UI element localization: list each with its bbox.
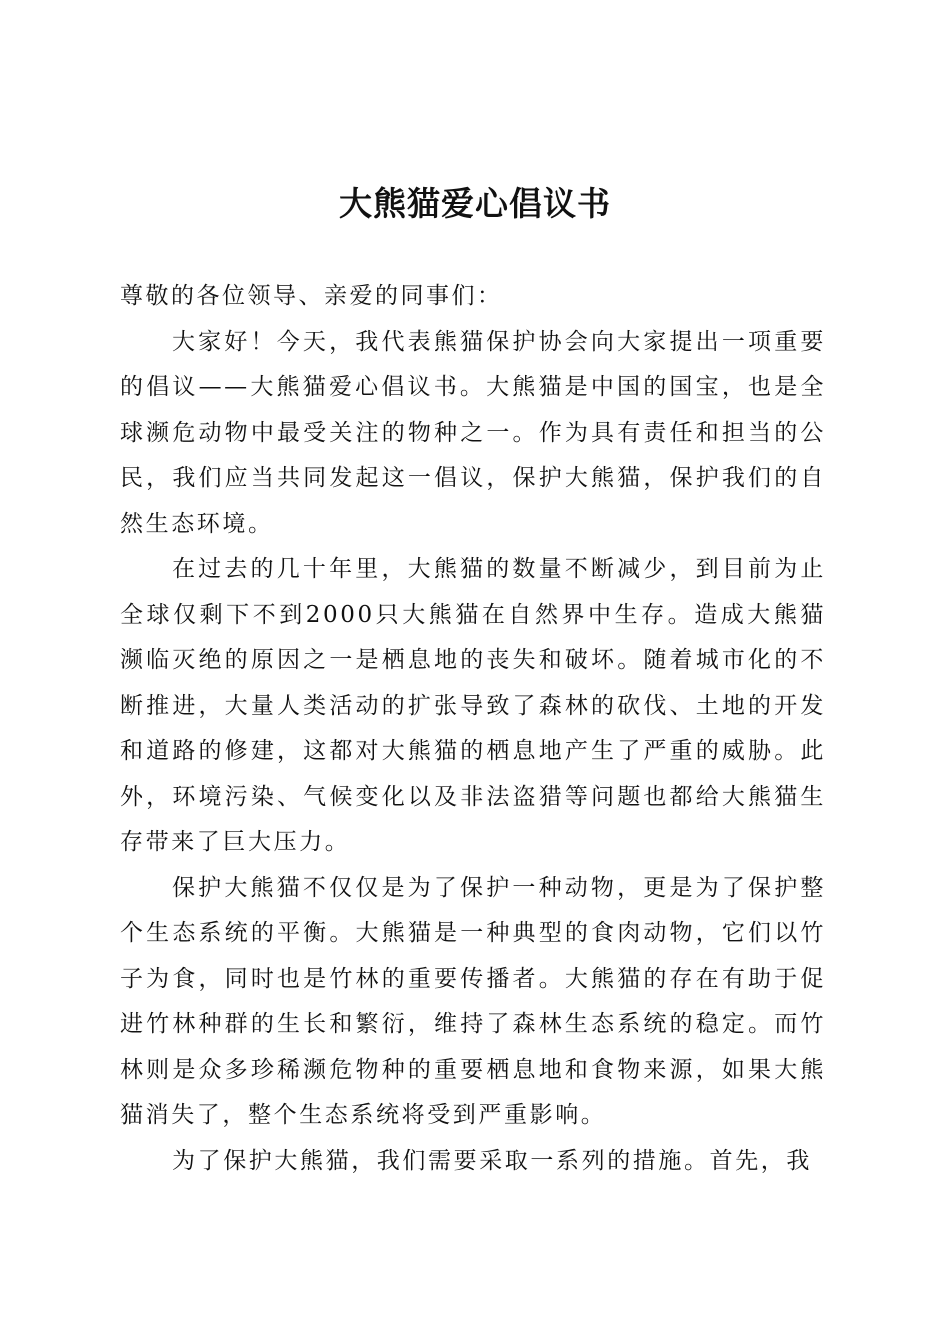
paragraph-ecosystem: 保护大熊猫不仅仅是为了保护一种动物，更是为了保护整个生态系统的平衡。大熊猫是一种典型的食肉动物，它们以竹子为食，同时也是竹林的重要传播者。大熊猫的存在有助于促进竹林种群的生长和繁衍，维持了森林生态系统的稳定。而竹林则是众多珍稀濒危物种的重要栖息地和食物来源，如果大熊猫消失了，整个生态系统将受到严重影响。 [120, 874, 826, 1128]
document-title: 大熊猫爱心倡议书 [339, 184, 611, 223]
paragraph-measures: 为了保护大熊猫，我们需要采取一系列的措施。首先，我 [172, 1147, 812, 1174]
salutation: 尊敬的各位领导、亲爱的同事们： [120, 283, 503, 309]
document-body [120, 274, 826, 1184]
paragraph-intro: 大家好！今天，我代表熊猫保护协会向大家提出一项重要的倡议——大熊猫爱心倡议书。大熊猫是中国的国宝，也是全球濒危动物中最受关注的物种之一。作为具有责任和担当的公民，我们应当共同发起这一倡议，保护大熊猫，保护我们的自然生态环境。 [120, 328, 826, 537]
paragraph-threats: 在过去的几十年里，大熊猫的数量不断减少，到目前为止全球仅剩下不到2000只大熊猫在自然界中生存。造成大熊猫濒临灭绝的原因之一是栖息地的丧失和破坏。随着城市化的不断推进，大量人类活动的扩张导致了森林的砍伐、土地的开发和道路的修建，这都对大熊猫的栖息地产生了严重的威胁。此外，环境污染、气候变化以及非法盗猎等问题也都给大熊猫生存带来了巨大压力。 [120, 556, 826, 855]
